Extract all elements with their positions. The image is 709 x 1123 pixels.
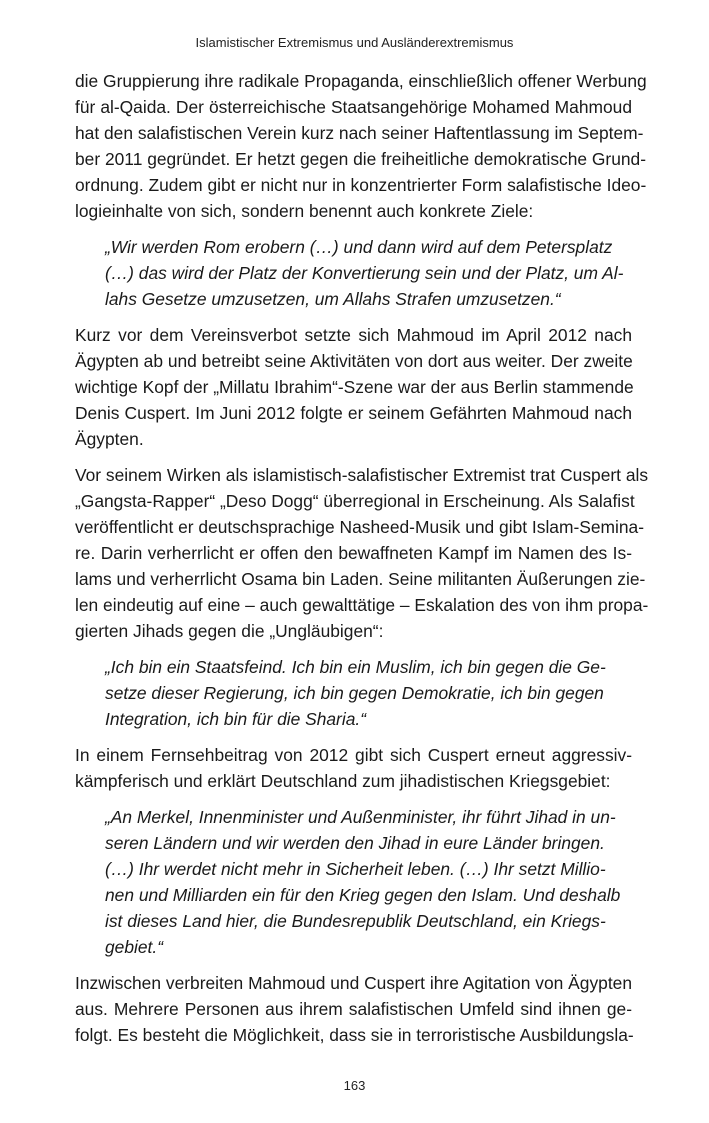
- quote-line: setze dieser Regierung, ich bin gegen Demokratie, ich bin gegen: [105, 683, 604, 703]
- page-body: [75, 68, 649, 1058]
- paragraph: [75, 322, 632, 452]
- quote-line: „Ich bin ein Staatsfeind. Ich bin ein Muslim, ich bin gegen die Ge-: [105, 657, 606, 677]
- text-line: re. Darin verherrlicht er offen den bewaffneten Kampf im Namen des Is-: [75, 543, 632, 563]
- block-quote: [75, 804, 621, 960]
- text-line: Ägypten ab und betreibt seine Aktivitäten von dort aus weiter. Der zweite: [75, 351, 633, 371]
- quote-line: seren Ländern und wir werden den Jihad in eure Länder bringen.: [105, 833, 605, 853]
- page-number: 163: [343, 1078, 366, 1093]
- text-line: lams und verherrlicht Osama bin Laden. Seine militanten Äußerungen zie-: [75, 569, 646, 589]
- quote-line: lahs Gesetze umzusetzen, um Allahs Strafen umzusetzen.“: [105, 289, 561, 309]
- paragraph: [75, 970, 632, 1048]
- quote-line: nen und Milliarden ein für den Krieg gegen den Islam. Und deshalb: [105, 885, 621, 905]
- paragraph: [75, 462, 649, 644]
- text-line: „Gangsta-Rapper“ „Deso Dogg“ überregional in Erscheinung. Als Salafist: [75, 491, 635, 511]
- text-line: Denis Cuspert. Im Juni 2012 folgte er seinem Gefährten Mahmoud nach: [75, 403, 632, 423]
- paragraph: [75, 742, 632, 794]
- text-line: wichtige Kopf der „Millatu Ibrahim“-Szene war der aus Berlin stammende: [75, 377, 634, 397]
- paragraph: [75, 68, 647, 224]
- quote-line: Integration, ich bin für die Sharia.“: [105, 709, 367, 729]
- text-line: die Gruppierung ihre radikale Propaganda, einschließlich offener Werbung: [75, 71, 647, 91]
- quote-line: „Wir werden Rom erobern (…) und dann wird auf dem Petersplatz: [105, 237, 613, 257]
- text-line: aus. Mehrere Personen aus ihrem salafistischen Umfeld sind ihnen ge-: [75, 999, 632, 1019]
- text-line: Vor seinem Wirken als islamistisch-salafistischer Extremist trat Cuspert als: [75, 465, 649, 485]
- text-line: logieinhalte von sich, sondern benennt auch konkrete Ziele:: [75, 201, 534, 221]
- text-line: In einem Fernsehbeitrag von 2012 gibt sich Cuspert erneut aggressiv-: [75, 745, 632, 765]
- text-line: gierten Jihads gegen die „Ungläubigen“:: [75, 621, 384, 641]
- quote-line: (…) Ihr werdet nicht mehr in Sicherheit leben. (…) Ihr setzt Millio-: [105, 859, 606, 879]
- running-header: Islamistischer Extremismus und Ausländerextremismus: [195, 35, 514, 50]
- text-line: Ägypten.: [75, 429, 144, 449]
- block-quote: [75, 234, 624, 312]
- text-line: Kurz vor dem Vereinsverbot setzte sich Mahmoud im April 2012 nach: [75, 325, 632, 345]
- text-line: Inzwischen verbreiten Mahmoud und Cuspert ihre Agitation von Ägypten: [75, 973, 632, 993]
- quote-line: „An Merkel, Innenminister und Außenminister, ihr führt Jihad in un-: [105, 807, 616, 827]
- text-line: ber 2011 gegründet. Er hetzt gegen die freiheitliche demokratische Grund-: [75, 149, 647, 169]
- text-line: kämpferisch und erklärt Deutschland zum jihadistischen Kriegsgebiet:: [75, 771, 611, 791]
- quote-line: (…) das wird der Platz der Konvertierung sein und der Platz, um Al-: [105, 263, 624, 283]
- quote-line: gebiet.“: [105, 937, 164, 957]
- quote-line: ist dieses Land hier, die Bundesrepublik Deutschland, ein Kriegs-: [105, 911, 606, 931]
- text-line: folgt. Es besteht die Möglichkeit, dass sie in terroristische Ausbildungsla-: [75, 1025, 634, 1045]
- text-line: ordnung. Zudem gibt er nicht nur in konzentrierter Form salafistische Ideo-: [75, 175, 647, 195]
- text-line: veröffentlicht er deutschsprachige Nasheed-Musik und gibt Islam-Semina-: [75, 517, 645, 537]
- text-line: len eindeutig auf eine – auch gewalttätige – Eskalation des von ihm propa-: [75, 595, 649, 615]
- text-line: für al-Qaida. Der österreichische Staatsangehörige Mohamed Mahmoud: [75, 97, 632, 117]
- text-line: hat den salafistischen Verein kurz nach seiner Haftentlassung im Septem-: [75, 123, 644, 143]
- block-quote: [75, 654, 606, 732]
